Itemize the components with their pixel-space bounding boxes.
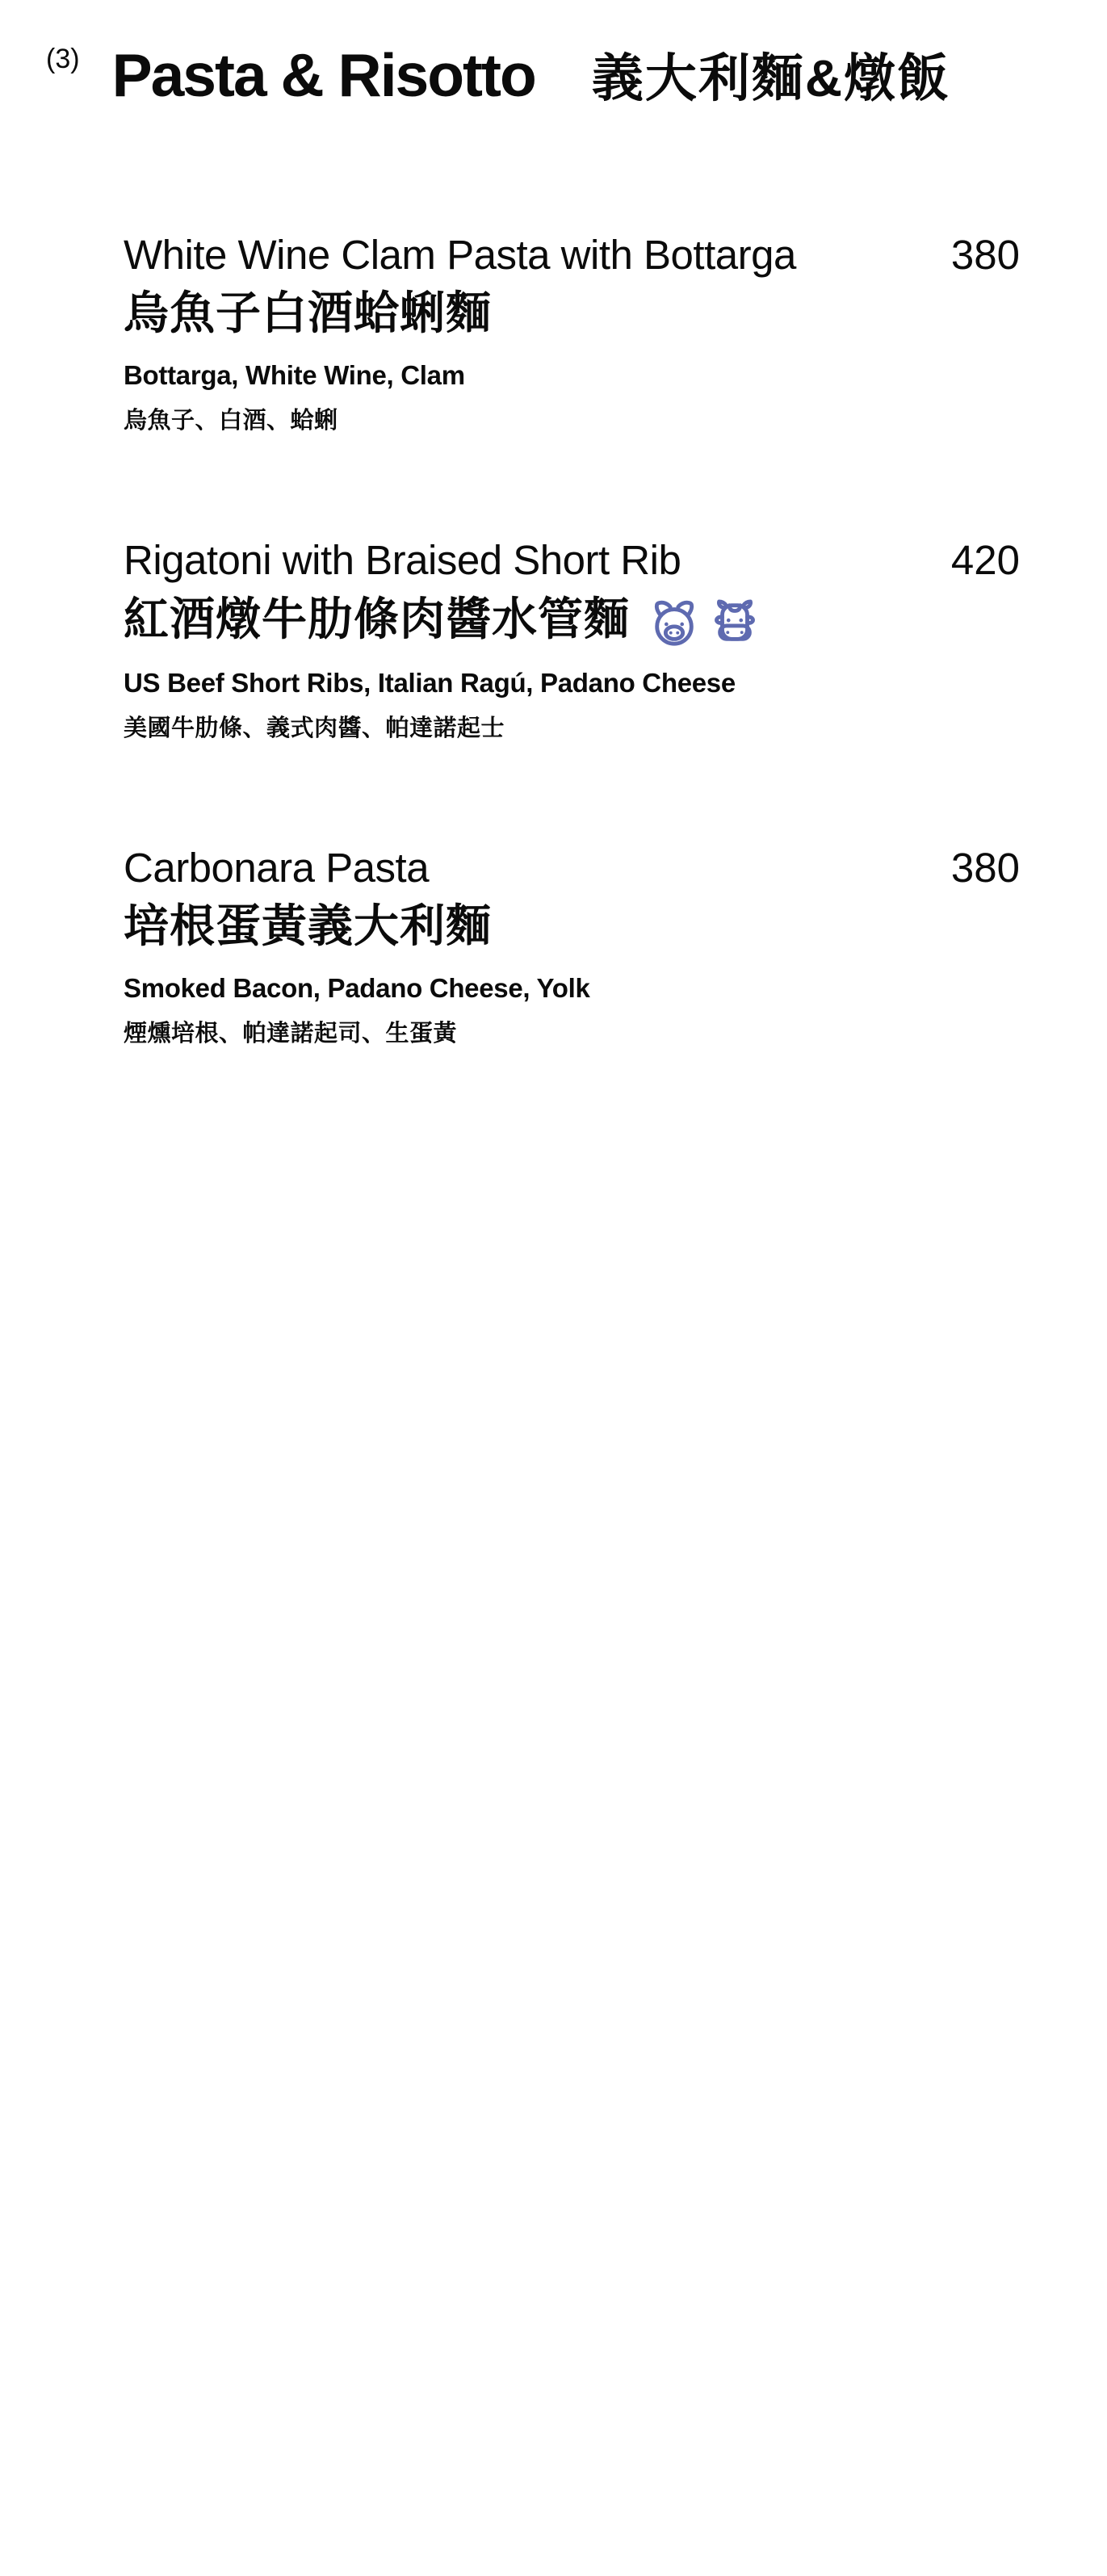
section-title-en: Pasta & Risotto bbox=[111, 41, 535, 109]
item-ingredients-en: US Beef Short Ribs, Italian Ragú, Padano Cheese bbox=[124, 667, 736, 698]
item-price: 420 bbox=[950, 536, 1020, 583]
cow-icon bbox=[710, 598, 760, 648]
item-head bbox=[124, 844, 1020, 891]
item-price: 380 bbox=[950, 232, 1020, 278]
menu-item bbox=[124, 844, 1020, 1047]
pig-icon bbox=[649, 598, 699, 648]
item-name-en: Carbonara Pasta bbox=[124, 844, 430, 891]
menu-page bbox=[0, 0, 1107, 1046]
item-name-zh bbox=[124, 287, 1020, 338]
item-head bbox=[124, 536, 1020, 583]
item-name-en: White Wine Clam Pasta with Bottarga bbox=[124, 232, 796, 278]
menu-item bbox=[124, 234, 1020, 433]
item-ingredients-zh: 烏魚子、白酒、蛤蜊 bbox=[124, 407, 338, 434]
item-ingredients-zh: 煙燻培根、帕達諾起司、生蛋黃 bbox=[124, 1020, 458, 1047]
item-price: 380 bbox=[950, 844, 1020, 891]
item-name-zh bbox=[124, 595, 1020, 645]
item-name-zh-text: 烏魚子白酒蛤蜊麵 bbox=[124, 287, 492, 338]
item-ingredients-zh: 美國牛肋條、義式肉醬、帕達諾起士 bbox=[124, 715, 505, 741]
menu-item bbox=[124, 536, 1020, 741]
item-head bbox=[124, 232, 1020, 278]
allergen-badges bbox=[649, 598, 760, 648]
menu-list bbox=[124, 234, 1020, 1046]
item-name-zh-text: 紅酒燉牛肋條肉醬水管麵 bbox=[124, 594, 630, 645]
section-titles bbox=[112, 37, 950, 111]
section-header bbox=[46, 37, 1020, 111]
item-ingredients-en: Bottarga, White Wine, Clam bbox=[124, 359, 465, 390]
item-name-zh-text: 培根蛋黃義大利麵 bbox=[124, 900, 492, 951]
item-name-zh bbox=[124, 900, 1020, 951]
section-title-zh: 義大利麵&燉飯 bbox=[591, 49, 951, 107]
item-ingredients-en: Smoked Bacon, Padano Cheese, Yolk bbox=[124, 972, 590, 1003]
section-number: (3) bbox=[46, 44, 80, 74]
item-name-en: Rigatoni with Braised Short Rib bbox=[124, 536, 681, 583]
